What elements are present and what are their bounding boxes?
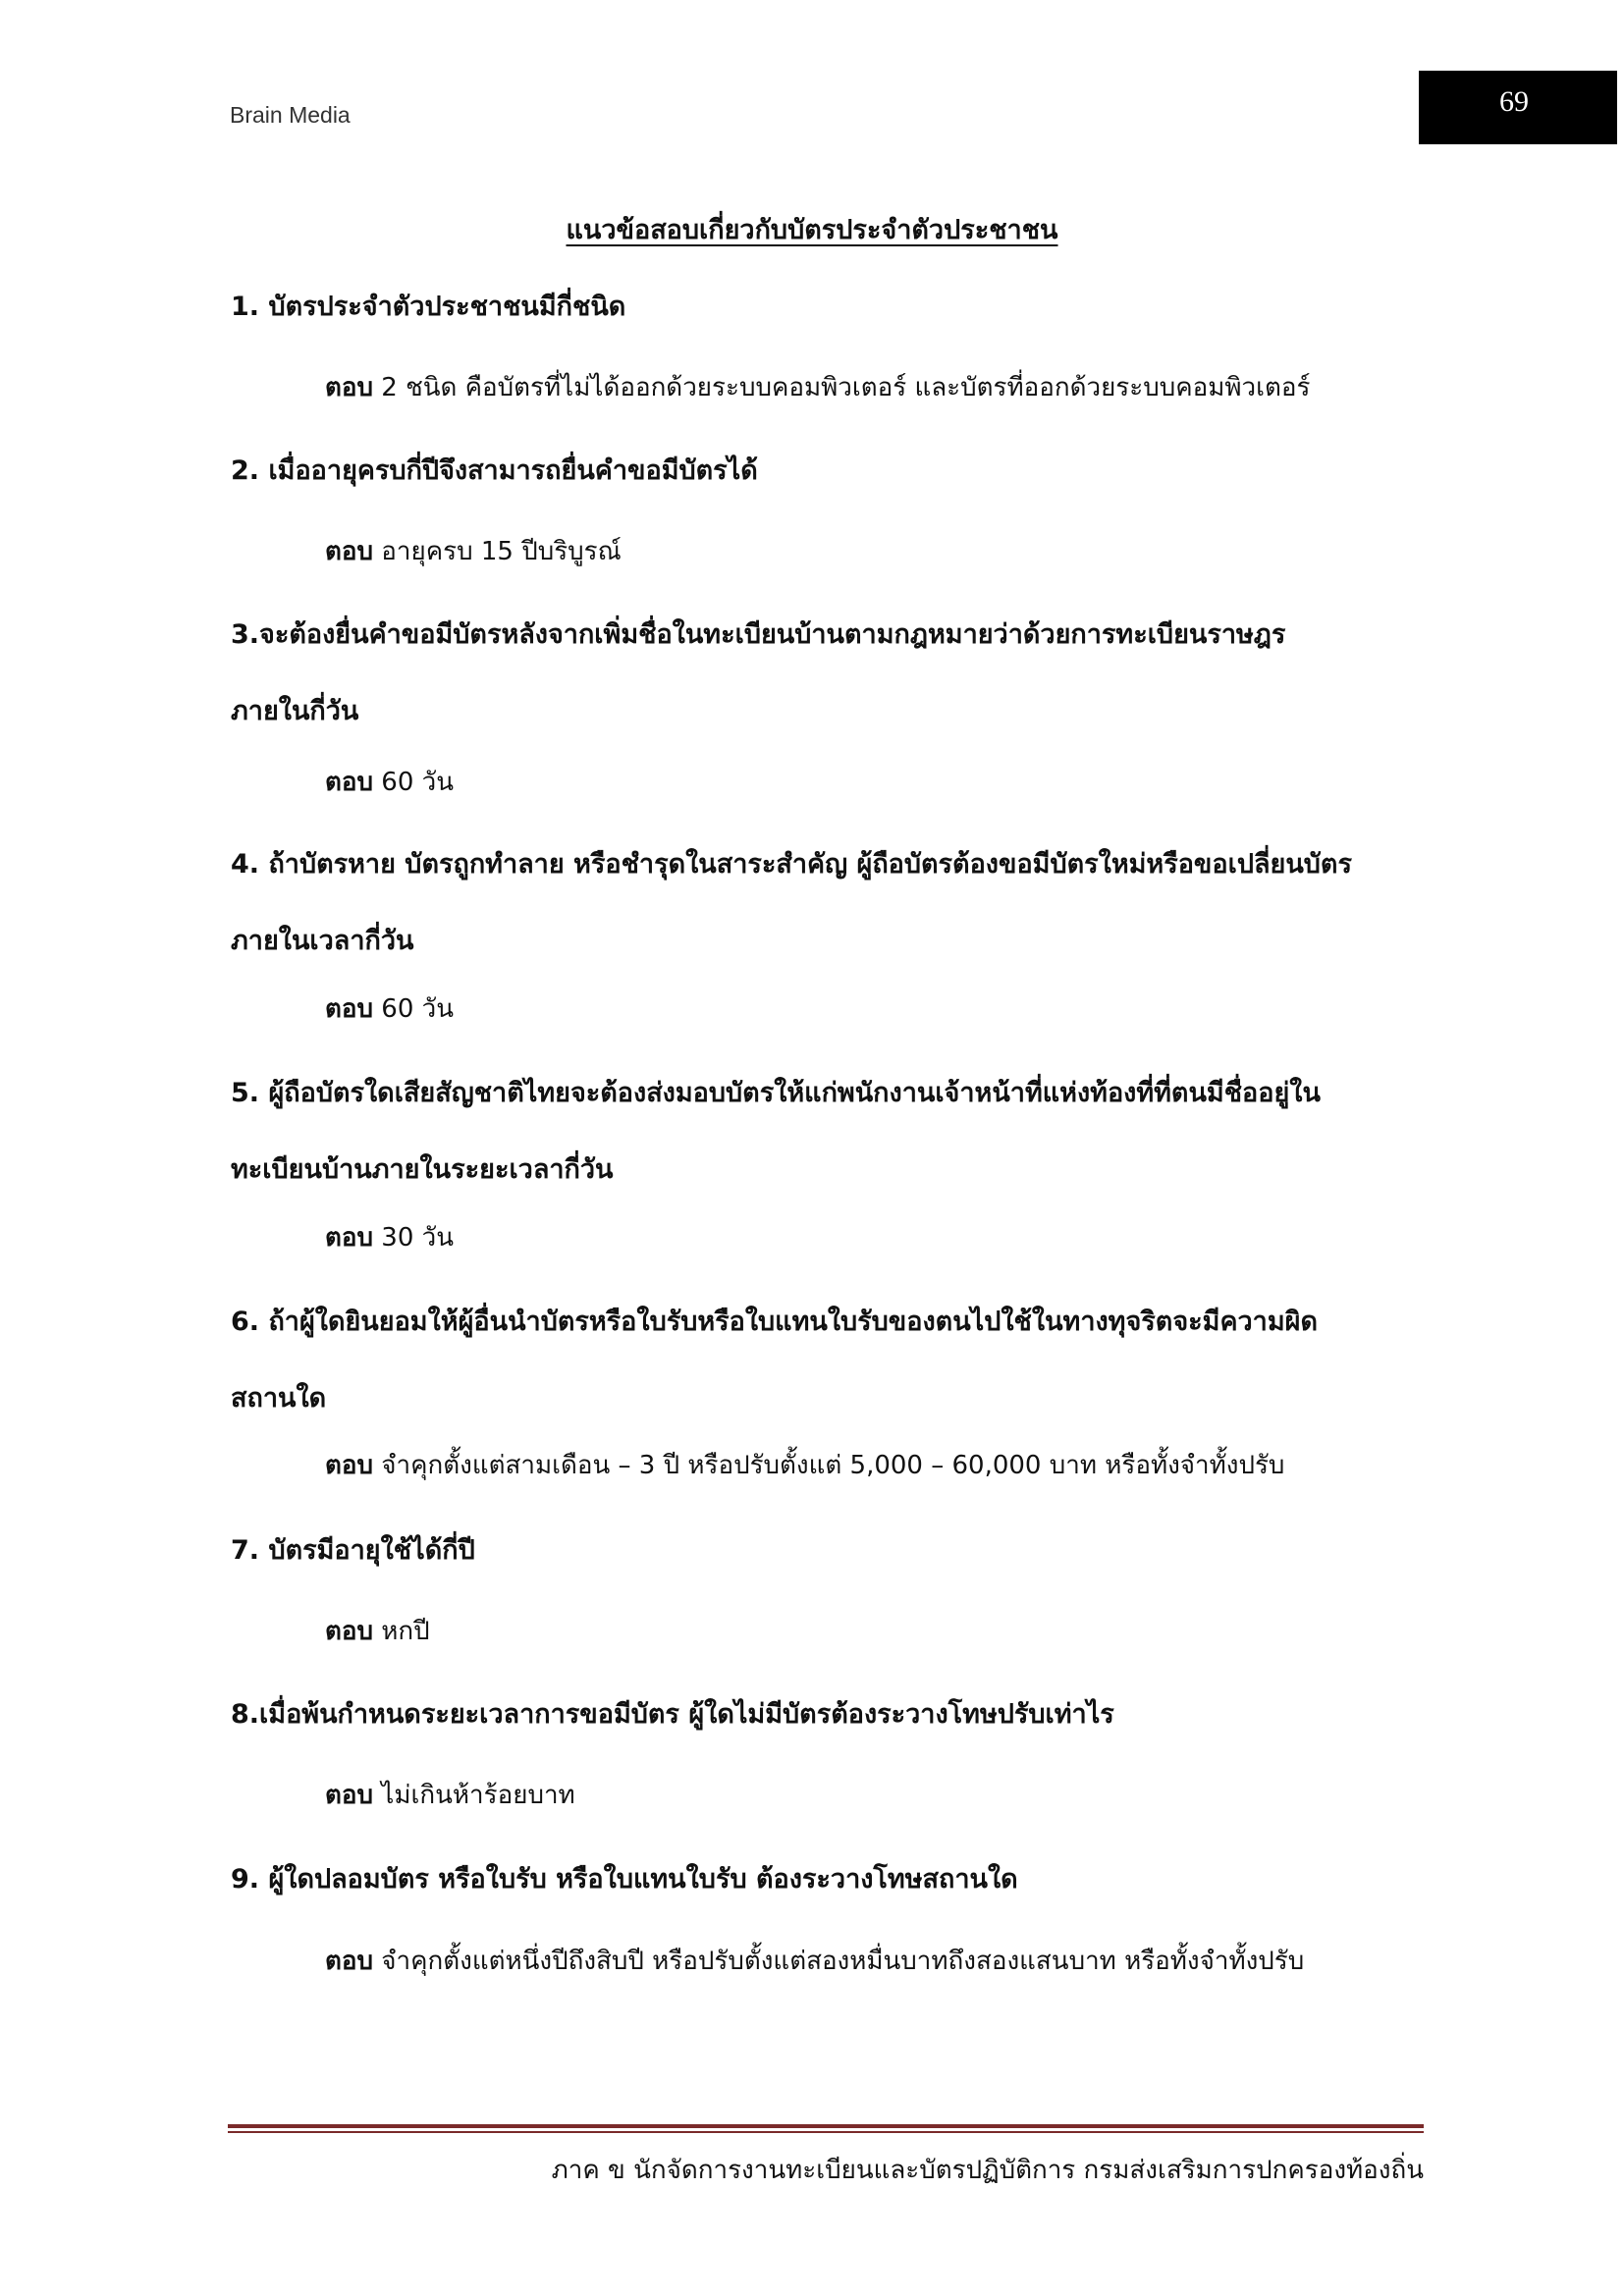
answer-4 xyxy=(325,989,1454,1029)
answer-label: ตอบ xyxy=(325,373,374,402)
question-4: 4. ถ้าบัตรหาย บัตรถูกทำลาย หรือชำรุดในสาระสำคัญ ผู้ถือบัตรต้องขอมีบัตรใหม่หรือขอเปลี่ยนบัตร ภายในเวลากี่วัน xyxy=(231,849,1352,956)
answer-label: ตอบ xyxy=(325,1451,374,1480)
answer-label: ตอบ xyxy=(325,994,374,1024)
answer-label: ตอบ xyxy=(325,1617,374,1646)
answer-7 xyxy=(325,1612,1454,1651)
answer-text: จำคุกตั้งแต่สามเดือน – 3 ปี หรือปรับตั้งแต่ 5,000 – 60,000 บาท หรือทั้งจำทั้งปรับ xyxy=(381,1451,1285,1480)
question-7: 7. บัตรมีอายุใช้ได้กี่ปี xyxy=(231,1535,475,1566)
footer-text: ภาค ข นักจัดการงานทะเบียนและบัตรปฏิบัติการ กรมส่งเสริมการปกครองท้องถิ่น xyxy=(551,2156,1424,2185)
answer-text: 60 วัน xyxy=(381,768,455,797)
answer-label: ตอบ xyxy=(325,1781,374,1810)
answer-label: ตอบ xyxy=(325,1223,374,1253)
answer-1 xyxy=(325,368,1454,407)
page-title: แนวข้อสอบเกี่ยวกับบัตรประจำตัวประชาชน xyxy=(566,215,1058,245)
question-5: 5. ผู้ถือบัตรใดเสียสัญชาติไทยจะต้องส่งมอบบัตรให้แก่พนักงานเจ้าหน้าที่แห่งท้องที่ที่ตนมีชื่ออยู่ใน ทะเบียนบ้านภายในระยะเวลากี่วัน xyxy=(231,1078,1321,1185)
answer-text: 60 วัน xyxy=(381,994,455,1024)
answer-text: ไม่เกินห้าร้อยบาท xyxy=(381,1781,575,1810)
answer-text: 30 วัน xyxy=(381,1223,455,1253)
question-1: 1. บัตรประจำตัวประชาชนมีกี่ชนิด xyxy=(231,292,626,322)
answer-label: ตอบ xyxy=(325,768,374,797)
publisher-name: Brain Media xyxy=(230,102,351,128)
footer-rule-thin xyxy=(228,2131,1424,2133)
answer-text: อายุครบ 15 ปีบริบูรณ์ xyxy=(381,537,622,566)
answer-text: 2 ชนิด คือบัตรที่ไม่ได้ออกด้วยระบบคอมพิวเตอร์ และบัตรที่ออกด้วยระบบคอมพิวเตอร์ xyxy=(381,373,1311,402)
answer-6 xyxy=(325,1446,1454,1485)
answer-3 xyxy=(325,763,1454,802)
question-6: 6. ถ้าผู้ใดยินยอมให้ผู้อื่นนำบัตรหรือใบรับหรือใบแทนใบรับของตนไปใช้ในทางทุจริตจะมีความผิด สถานใด xyxy=(231,1307,1318,1414)
answer-8 xyxy=(325,1776,1454,1815)
answer-label: ตอบ xyxy=(325,1947,374,1976)
page-number: 69 xyxy=(1499,85,1529,118)
answer-9 xyxy=(325,1942,1454,1981)
question-3: 3.จะต้องยื่นคำขอมีบัตรหลังจากเพิ่มชื่อในทะเบียนบ้านตามกฎหมายว่าด้วยการทะเบียนราษฎร ภายในกี่วัน xyxy=(231,619,1286,726)
question-8: 8.เมื่อพ้นกำหนดระยะเวลาการขอมีบัตร ผู้ใดไม่มีบัตรต้องระวางโทษปรับเท่าไร xyxy=(231,1699,1114,1730)
question-9: 9. ผู้ใดปลอมบัตร หรือใบรับ หรือใบแทนใบรับ ต้องระวางโทษสถานใด xyxy=(231,1864,1018,1895)
page-number-box xyxy=(1419,71,1617,144)
answer-label: ตอบ xyxy=(325,537,374,566)
footer-rule xyxy=(228,2124,1424,2128)
answer-text: จำคุกตั้งแต่หนึ่งปีถึงสิบปี หรือปรับตั้งแต่สองหมื่นบาทถึงสองแสนบาท หรือทั้งจำทั้งปรับ xyxy=(381,1947,1305,1976)
answer-text: หกปี xyxy=(381,1617,430,1646)
question-2: 2. เมื่ออายุครบกี่ปีจึงสามารถยื่นคำขอมีบัตรได้ xyxy=(231,455,758,486)
answer-2 xyxy=(325,532,1454,571)
answer-5 xyxy=(325,1218,1454,1257)
